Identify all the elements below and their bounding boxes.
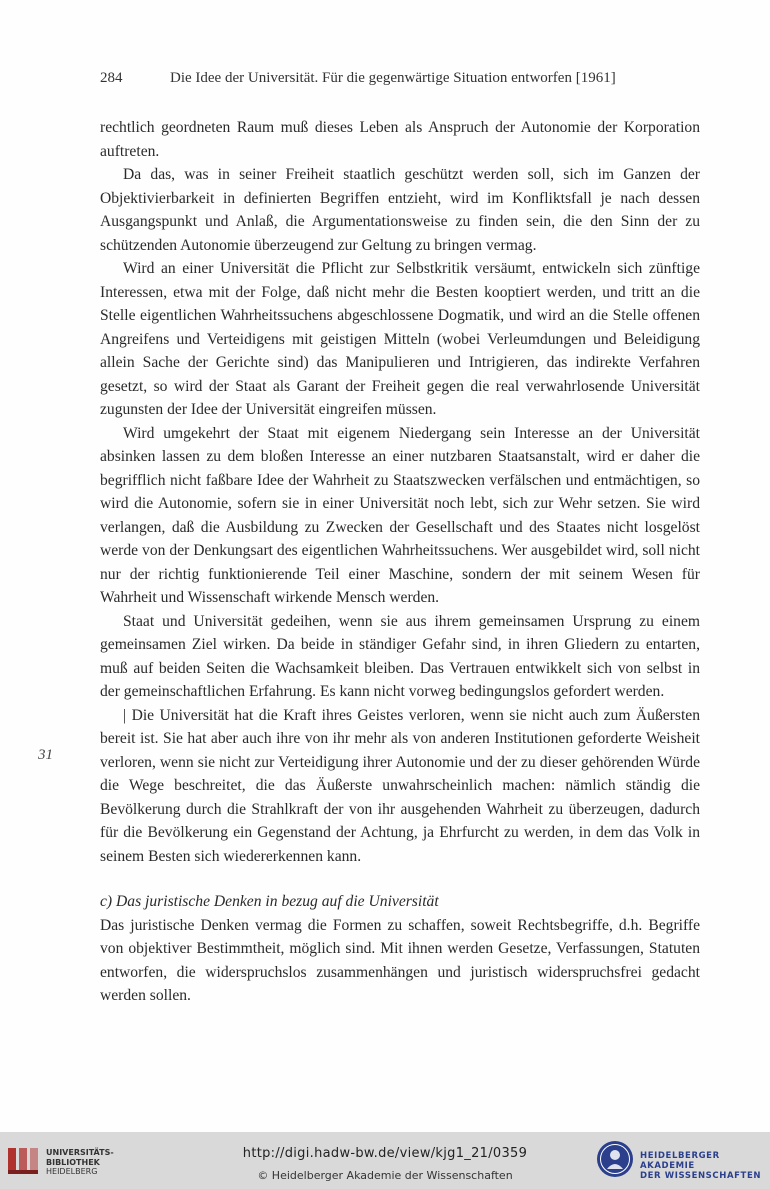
running-title: Die Idee der Universität. Für die gegenwärtige Situation entworfen [1961] <box>170 70 616 86</box>
hadw-seal-icon <box>596 1140 634 1178</box>
paragraph: Staat und Universität gedeihen, wenn sie aus ihrem gemeinsamen Ursprung zu einem gemeinsamen Ziel wirken. Da beide in ständiger Gefahr sind, in ihren Gliedern zu entarten, muß auf beiden Seiten die Wachsamkeit bleiben. Das Vertrauen entwikkelt sich von selbst in der gemeinschaftlichen Erfahrung. Es kann nicht vorweg bedingungslos gefordert werden. <box>100 612 700 700</box>
hadw-logo-text: HEIDELBERGER AKADEMIE DER WISSENSCHAFTEN <box>640 1151 762 1181</box>
paragraph: Wird umgekehrt der Staat mit eigenem Niedergang sein Interesse an der Universität absinken lassen zu dem bloßen Interesse an einer nutzbaren Staatsanstalt, wird er daher die begrifflich nicht faßbare Idee der Wahrheit zu Staatszwecken verfälschen und entmächtigen, so wird die Autonomie, sofern sie in einer Universität noch lebt, sich zur Wehr setzen. Sie wird verlangen, daß die Ausbildung zu Zwecken der Gesellschaft und des Staates nicht losgelöst werde von der Denkungsart des eigentlichen Wahrheitssuchens. Wer ausgebildet wird, soll nicht nur der richtig funktionierende Teil einer Maschine, sondern der mit seinem Wesen für Wahrheit und Wissenschaft wirkende Mensch werden. <box>100 424 700 606</box>
permalink-url[interactable]: http://digi.hadw-bw.de/view/kjg1_21/0359 <box>242 1146 528 1161</box>
paragraph: Das juristische Denken vermag die Formen zu schaffen, soweit Rechtsbegriffe, d.h. Begriffe von objektiver Bestimmtheit, möglich sind. Mit ihnen werden Gesetze, Verfassungen, Statuten entworfen, die widerspruchslos zusammenhängen und juristisch widerspruchsfrei gedacht werden sollen. <box>100 916 700 1004</box>
paragraph: Wird an einer Universität die Pflicht zur Selbstkritik versäumt, entwickeln sich zünftige Interessen, etwa mit der Folge, daß nicht mehr die Besten kooptiert werden, und tritt an die Stelle eigentlichen Wahrheitssuchens abgeschlossene Dogmatik, und wird an die Stelle offenen Angreifens und Verteidigens mit geistigen Mitteln (wobei Verleumdungen und Beleidigung allein Sache der Gerichte sind) das Manipulieren und Intrigieren, das indirekte Verfahren gesetzt, so wird der Staat als Garant der Freiheit gegen die real verwahrlosende Universität zugunsten der Idee der Universität eingreifen müssen. <box>100 260 700 418</box>
paragraph: Da das, was in seiner Freiheit staatlich geschützt werden soll, sich im Ganzen der Objektivierbarkeit in definierten Begriffen entzieht, wird im Konfliktsfall je nach dessen Ausgangspunkt und Anlaß, die Argumentationsweise zu finden sein, die den Sinn der zu schützenden Autonomie überzeugend zur Geltung zu bringen vermag. <box>100 166 700 254</box>
ub-logo-text: UNIVERSITÄTS- BIBLIOTHEK HEIDELBERG <box>46 1148 114 1176</box>
running-header <box>100 70 700 87</box>
copyright-notice: © Heidelberger Akademie der Wissenschaften <box>257 1169 513 1182</box>
footer-bar <box>0 1132 770 1189</box>
section-heading: c) Das juristische Denken in bezug auf die Universität <box>100 893 439 910</box>
body-text <box>100 116 700 1008</box>
page-number: 284 <box>100 70 123 86</box>
paragraph: | Die Universität hat die Kraft ihres Geistes verloren, wenn sie nicht auch zum Äußersten bereit ist. Sie hat aber auch ihre von ihr mehr als von anderen Institutionen geforderte Weisheit verloren, wenn sie nicht zur Verteidigung ihrer Autonomie und der zu dieser gehörenden Würde die Wege beschreitet, die das Äußerste unwahrscheinlich machen: nämlich ständig die Bevölkerung durch die Strahlkraft der von ihr ausgehenden Wahrheit zu überzeugen, dadurch für die Bevölkerung ein Gegenstand der Achtung, ja Ehrfurcht zu werden, in dem das Volk in seinem Besten sich wiedererkennen kann. <box>100 706 700 865</box>
margin-page-reference: 31 <box>38 747 53 763</box>
paragraph: rechtlich geordneten Raum muß dieses Leben als Anspruch der Autonomie der Korporation auftreten. <box>100 119 700 160</box>
hadw-logo[interactable] <box>596 1140 766 1182</box>
